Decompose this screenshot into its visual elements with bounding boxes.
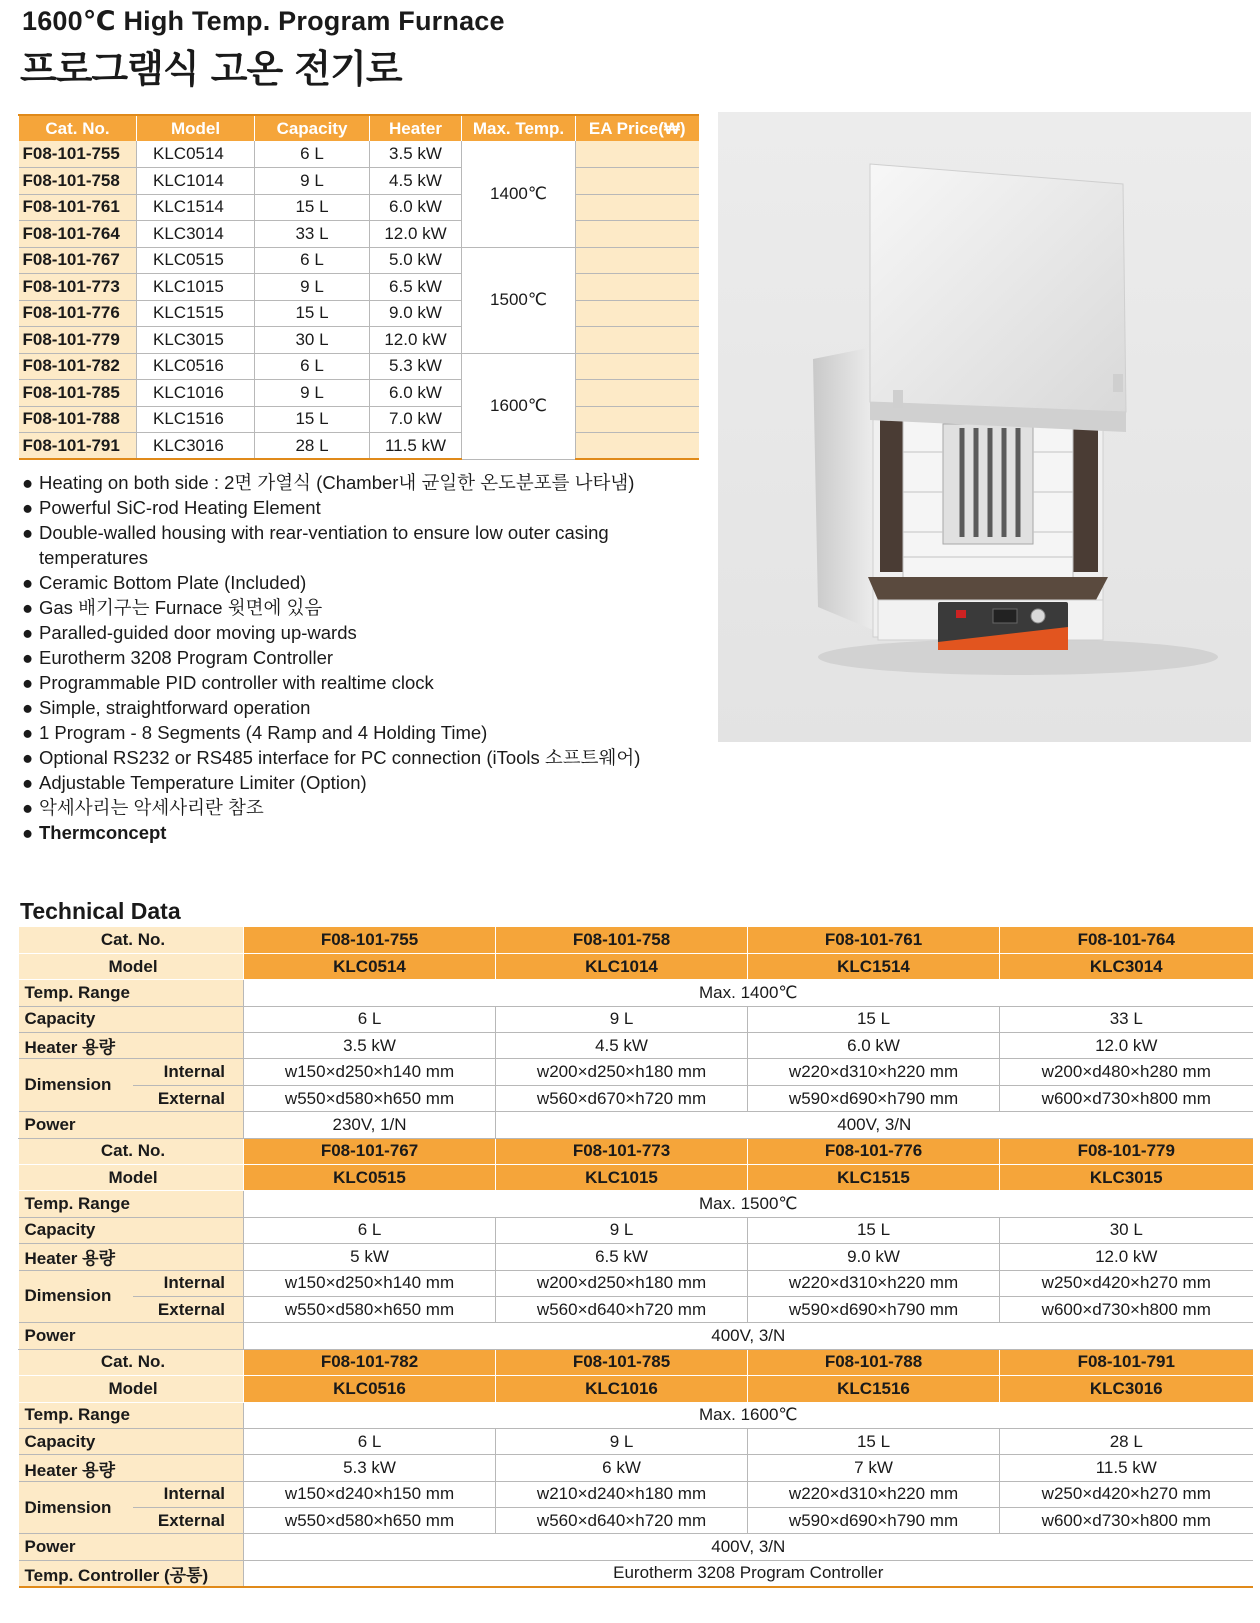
price-cell <box>576 194 699 221</box>
capacity-cell: 15 L <box>255 300 370 327</box>
power-cell: 400V, 3/N <box>496 1112 1253 1138</box>
model-cell: KLC3015 <box>137 327 255 354</box>
cat-no-cell: F08-101-761 <box>748 927 1000 953</box>
cat-no-cell: F08-101-764 <box>1000 927 1253 953</box>
furnace-image <box>718 112 1251 742</box>
internal-label: Internal <box>134 1481 244 1507</box>
capacity-cell: 6 L <box>244 1217 496 1243</box>
heater-cell: 6.5 kW <box>496 1244 748 1270</box>
cat-no-label: Cat. No. <box>19 927 244 953</box>
external-dim-cell: w590×d690×h790 mm <box>748 1296 1000 1322</box>
capacity-cell: 15 L <box>255 406 370 433</box>
cat-no-cell: F08-101-779 <box>1000 1138 1253 1164</box>
tech-external-row <box>19 1508 1253 1534</box>
cat-no-cell: F08-101-767 <box>19 247 137 274</box>
cat-no-cell: F08-101-782 <box>244 1349 496 1375</box>
heater-cell: 3.5 kW <box>370 141 462 168</box>
tech-internal-row <box>19 1270 1253 1296</box>
bullet-icon: ● <box>22 597 34 618</box>
model-cell: KLC3014 <box>137 221 255 248</box>
feature-text: Powerful SiC-rod Heating Element <box>39 497 321 518</box>
capacity-label: Capacity <box>19 1217 244 1243</box>
dimension-label: Dimension <box>19 1059 134 1112</box>
cat-no-cell: F08-101-785 <box>496 1349 748 1375</box>
feature-text: Adjustable Temperature Limiter (Option) <box>39 772 367 793</box>
bullet-icon: ● <box>22 747 34 768</box>
cat-no-cell: F08-101-776 <box>19 300 137 327</box>
price-cell <box>576 221 699 248</box>
bullet-icon: ● <box>22 622 34 643</box>
model-cell: KLC1516 <box>137 406 255 433</box>
model-cell: KLC0515 <box>244 1165 496 1191</box>
temp-range-label: Temp. Range <box>19 980 244 1006</box>
model-cell: KLC0516 <box>137 353 255 380</box>
model-label: Model <box>19 1376 244 1402</box>
price-row <box>19 406 699 433</box>
temp-range-label: Temp. Range <box>19 1402 244 1428</box>
feature-text: Double-walled housing with rear-ventiation to ensure low outer casing <box>39 522 609 543</box>
cat-no-cell: F08-101-779 <box>19 327 137 354</box>
feature-item <box>22 620 682 645</box>
price-cell <box>576 406 699 433</box>
heater-cell: 5 kW <box>244 1244 496 1270</box>
heater-cell: 4.5 kW <box>496 1033 748 1059</box>
heater-cell: 5.0 kW <box>370 247 462 274</box>
bullet-icon: ● <box>22 572 34 593</box>
tech-model-row <box>19 1376 1253 1402</box>
feature-text: Ceramic Bottom Plate (Included) <box>39 572 307 593</box>
tech-heater-row <box>19 1244 1253 1270</box>
cat-no-label: Cat. No. <box>19 1349 244 1375</box>
capacity-cell: 9 L <box>255 380 370 407</box>
capacity-cell: 6 L <box>255 247 370 274</box>
model-label: Model <box>19 1165 244 1191</box>
model-cell: KLC1514 <box>748 953 1000 979</box>
cat-no-cell: F08-101-773 <box>496 1138 748 1164</box>
external-label: External <box>134 1296 244 1322</box>
model-cell: KLC1514 <box>137 194 255 221</box>
heater-cell: 11.5 kW <box>1000 1455 1253 1481</box>
heater-cell: 6.0 kW <box>370 194 462 221</box>
tech-capacity-row <box>19 1428 1253 1454</box>
price-cell <box>576 380 699 407</box>
capacity-cell: 6 L <box>255 353 370 380</box>
max-temp-cell: 1600℃ <box>462 353 576 459</box>
cat-no-cell: F08-101-767 <box>244 1138 496 1164</box>
cat-no-cell: F08-101-791 <box>19 433 137 460</box>
tech-internal-row <box>19 1481 1253 1507</box>
price-row <box>19 168 699 195</box>
model-cell: KLC1515 <box>137 300 255 327</box>
price-row <box>19 327 699 354</box>
feature-item <box>22 770 682 795</box>
cat-no-cell: F08-101-785 <box>19 380 137 407</box>
external-dim-cell: w550×d580×h650 mm <box>244 1085 496 1111</box>
heater-cell: 4.5 kW <box>370 168 462 195</box>
heater-cell: 5.3 kW <box>244 1455 496 1481</box>
model-cell: KLC0515 <box>137 247 255 274</box>
col-header-heater: Heater <box>370 115 462 141</box>
internal-label: Internal <box>134 1270 244 1296</box>
model-label: Model <box>19 953 244 979</box>
heater-cell: 7.0 kW <box>370 406 462 433</box>
internal-dim-cell: w250×d420×h270 mm <box>1000 1270 1253 1296</box>
feature-text: Programmable PID controller with realtime clock <box>39 672 434 693</box>
tech-power-row <box>19 1323 1253 1349</box>
bullet-icon: ● <box>22 822 34 843</box>
price-row <box>19 194 699 221</box>
cat-no-cell: F08-101-773 <box>19 274 137 301</box>
external-dim-cell: w590×d690×h790 mm <box>748 1085 1000 1111</box>
heater-cell: 5.3 kW <box>370 353 462 380</box>
tech-capacity-row <box>19 1217 1253 1243</box>
model-cell: KLC0516 <box>244 1376 496 1402</box>
cat-no-cell: F08-101-755 <box>244 927 496 953</box>
external-dim-cell: w550×d580×h650 mm <box>244 1296 496 1322</box>
feature-text: temperatures <box>39 547 148 568</box>
capacity-cell: 15 L <box>255 194 370 221</box>
feature-text: Paralled-guided door moving up-wards <box>39 622 357 643</box>
feature-item <box>22 495 682 520</box>
feature-item <box>22 670 682 695</box>
price-row <box>19 380 699 407</box>
power-cell: 400V, 3/N <box>244 1323 1253 1349</box>
feature-item <box>22 695 682 720</box>
tech-internal-row <box>19 1059 1253 1085</box>
feature-item <box>22 720 682 745</box>
internal-dim-cell: w150×d250×h140 mm <box>244 1270 496 1296</box>
heater-label: Heater 용량 <box>19 1455 244 1481</box>
price-cell <box>576 141 699 168</box>
model-cell: KLC3014 <box>1000 953 1253 979</box>
tech-heater-row <box>19 1033 1253 1059</box>
bullet-icon: ● <box>22 647 34 668</box>
temp-range-cell: Max. 1600℃ <box>244 1402 1253 1428</box>
cat-no-cell: F08-101-788 <box>748 1349 1000 1375</box>
internal-dim-cell: w250×d420×h270 mm <box>1000 1481 1253 1507</box>
bullet-icon: ● <box>22 797 34 818</box>
heater-cell: 11.5 kW <box>370 433 462 460</box>
internal-dim-cell: w220×d310×h220 mm <box>748 1270 1000 1296</box>
bullet-icon: ● <box>22 672 34 693</box>
heater-cell: 7 kW <box>748 1455 1000 1481</box>
power-cell: 400V, 3/N <box>244 1534 1253 1560</box>
external-dim-cell: w560×d670×h720 mm <box>496 1085 748 1111</box>
model-cell: KLC0514 <box>244 953 496 979</box>
capacity-cell: 9 L <box>496 1006 748 1032</box>
tech-capacity-row <box>19 1006 1253 1032</box>
price-cell <box>576 168 699 195</box>
cat-no-cell: F08-101-761 <box>19 194 137 221</box>
heater-cell: 3.5 kW <box>244 1033 496 1059</box>
model-cell: KLC3016 <box>137 433 255 460</box>
feature-item <box>22 545 682 570</box>
power-cell: 230V, 1/N <box>244 1112 496 1138</box>
temp-range-cell: Max. 1400℃ <box>244 980 1253 1006</box>
capacity-label: Capacity <box>19 1006 244 1032</box>
capacity-cell: 9 L <box>255 274 370 301</box>
heater-cell: 6.5 kW <box>370 274 462 301</box>
cat-no-cell: F08-101-755 <box>19 141 137 168</box>
feature-item <box>22 795 682 820</box>
col-header-price: EA Price(₩) <box>576 115 699 141</box>
tech-temp-row <box>19 980 1253 1006</box>
heater-cell: 9.0 kW <box>370 300 462 327</box>
bullet-icon: ● <box>22 722 34 743</box>
cat-no-cell: F08-101-791 <box>1000 1349 1253 1375</box>
temp-range-label: Temp. Range <box>19 1191 244 1217</box>
tech-model-row <box>19 953 1253 979</box>
capacity-cell: 33 L <box>1000 1006 1253 1032</box>
internal-dim-cell: w150×d240×h150 mm <box>244 1481 496 1507</box>
capacity-cell: 6 L <box>255 141 370 168</box>
page-title: 1600℃ High Temp. Program Furnace <box>22 6 505 36</box>
price-cell <box>576 327 699 354</box>
external-label: External <box>134 1085 244 1111</box>
heater-cell: 6.0 kW <box>748 1033 1000 1059</box>
capacity-cell: 9 L <box>496 1217 748 1243</box>
internal-dim-cell: w220×d310×h220 mm <box>748 1059 1000 1085</box>
controller-label: Temp. Controller (공통) <box>19 1560 244 1587</box>
feature-text: Thermconcept <box>39 822 167 843</box>
feature-text: Heating on both side : 2면 가열식 (Chamber내 균일한 온도분포를 나타냄) <box>39 472 635 493</box>
tech-model-row <box>19 1165 1253 1191</box>
bullet-icon: ● <box>22 472 34 493</box>
feature-text: Optional RS232 or RS485 interface for PC connection (iTools 소프트웨어) <box>39 747 641 768</box>
internal-dim-cell: w200×d480×h280 mm <box>1000 1059 1253 1085</box>
heater-cell: 9.0 kW <box>748 1244 1000 1270</box>
price-cell <box>576 247 699 274</box>
capacity-cell: 9 L <box>255 168 370 195</box>
price-row <box>19 221 699 248</box>
tech-power-row <box>19 1534 1253 1560</box>
feature-text: 1 Program - 8 Segments (4 Ramp and 4 Holding Time) <box>39 722 488 743</box>
model-cell: KLC1016 <box>496 1376 748 1402</box>
capacity-label: Capacity <box>19 1428 244 1454</box>
feature-item <box>22 520 682 545</box>
internal-label: Internal <box>134 1059 244 1085</box>
model-cell: KLC1516 <box>748 1376 1000 1402</box>
price-row <box>19 247 699 274</box>
feature-item <box>22 645 682 670</box>
capacity-cell: 6 L <box>244 1006 496 1032</box>
external-dim-cell: w550×d580×h650 mm <box>244 1508 496 1534</box>
feature-item <box>22 745 682 770</box>
tech-temp-row <box>19 1402 1253 1428</box>
bullet-icon: ● <box>22 697 34 718</box>
price-row <box>19 353 699 380</box>
capacity-cell: 30 L <box>1000 1217 1253 1243</box>
internal-dim-cell: w150×d250×h140 mm <box>244 1059 496 1085</box>
price-table-header <box>19 115 699 141</box>
capacity-cell: 15 L <box>748 1006 1000 1032</box>
power-label: Power <box>19 1534 244 1560</box>
tech-controller-row <box>19 1560 1253 1587</box>
power-label: Power <box>19 1323 244 1349</box>
temp-range-cell: Max. 1500℃ <box>244 1191 1253 1217</box>
max-temp-cell: 1400℃ <box>462 141 576 247</box>
heater-cell: 12.0 kW <box>370 327 462 354</box>
model-cell: KLC3016 <box>1000 1376 1253 1402</box>
feature-item <box>22 570 682 595</box>
heater-cell: 12.0 kW <box>1000 1033 1253 1059</box>
feature-text: Gas 배기구는 Furnace 윗면에 있음 <box>39 597 323 618</box>
capacity-cell: 30 L <box>255 327 370 354</box>
capacity-cell: 28 L <box>1000 1428 1253 1454</box>
model-cell: KLC1014 <box>137 168 255 195</box>
external-dim-cell: w590×d690×h790 mm <box>748 1508 1000 1534</box>
bullet-icon: ● <box>22 497 34 518</box>
cat-no-cell: F08-101-758 <box>19 168 137 195</box>
cat-no-label: Cat. No. <box>19 1138 244 1164</box>
feature-item <box>22 470 682 495</box>
price-cell <box>576 300 699 327</box>
controller-cell: Eurotherm 3208 Program Controller <box>244 1560 1253 1587</box>
cat-no-cell: F08-101-776 <box>748 1138 1000 1164</box>
cat-no-cell: F08-101-758 <box>496 927 748 953</box>
dimension-label: Dimension <box>19 1270 134 1323</box>
external-dim-cell: w560×d640×h720 mm <box>496 1296 748 1322</box>
technical-data-title: Technical Data <box>20 898 181 924</box>
cat-no-cell: F08-101-764 <box>19 221 137 248</box>
bullet-icon: ● <box>22 772 34 793</box>
technical-data-table <box>18 927 1253 1588</box>
col-header-cat: Cat. No. <box>19 115 137 141</box>
external-dim-cell: w600×d730×h800 mm <box>1000 1085 1253 1111</box>
price-row <box>19 300 699 327</box>
cat-no-cell: F08-101-782 <box>19 353 137 380</box>
internal-dim-cell: w210×d240×h180 mm <box>496 1481 748 1507</box>
internal-dim-cell: w200×d250×h180 mm <box>496 1059 748 1085</box>
tech-external-row <box>19 1085 1253 1111</box>
tech-temp-row <box>19 1191 1253 1217</box>
model-cell: KLC1015 <box>496 1165 748 1191</box>
feature-text: Eurotherm 3208 Program Controller <box>39 647 334 668</box>
heater-label: Heater 용량 <box>19 1033 244 1059</box>
external-dim-cell: w600×d730×h800 mm <box>1000 1296 1253 1322</box>
heater-cell: 6.0 kW <box>370 380 462 407</box>
capacity-cell: 15 L <box>748 1428 1000 1454</box>
model-cell: KLC3015 <box>1000 1165 1253 1191</box>
price-cell <box>576 433 699 460</box>
tech-cat-row <box>19 1349 1253 1375</box>
price-table <box>18 114 699 460</box>
heater-cell: 12.0 kW <box>1000 1244 1253 1270</box>
power-label: Power <box>19 1112 244 1138</box>
price-row <box>19 433 699 460</box>
bullet-icon: ● <box>22 522 34 543</box>
capacity-cell: 15 L <box>748 1217 1000 1243</box>
cat-no-cell: F08-101-788 <box>19 406 137 433</box>
price-cell <box>576 274 699 301</box>
heater-cell: 6 kW <box>496 1455 748 1481</box>
feature-text: 악세사리는 악세사리란 참조 <box>39 797 264 818</box>
col-header-max-temp: Max. Temp. <box>462 115 576 141</box>
feature-text: Simple, straightforward operation <box>39 697 311 718</box>
internal-dim-cell: w220×d310×h220 mm <box>748 1481 1000 1507</box>
external-dim-cell: w560×d640×h720 mm <box>496 1508 748 1534</box>
heater-cell: 12.0 kW <box>370 221 462 248</box>
model-cell: KLC1015 <box>137 274 255 301</box>
capacity-cell: 33 L <box>255 221 370 248</box>
col-header-model: Model <box>137 115 255 141</box>
max-temp-cell: 1500℃ <box>462 247 576 353</box>
page-title-korean: 프로그램식 고온 전기로 <box>20 47 402 91</box>
tech-power-row <box>19 1112 1253 1138</box>
feature-item <box>22 595 682 620</box>
col-header-capacity: Capacity <box>255 115 370 141</box>
feature-list <box>22 470 682 845</box>
heater-label: Heater 용량 <box>19 1244 244 1270</box>
feature-item <box>22 820 682 845</box>
model-cell: KLC1515 <box>748 1165 1000 1191</box>
model-cell: KLC1014 <box>496 953 748 979</box>
external-dim-cell: w600×d730×h800 mm <box>1000 1508 1253 1534</box>
price-cell <box>576 353 699 380</box>
tech-cat-row <box>19 1138 1253 1164</box>
internal-dim-cell: w200×d250×h180 mm <box>496 1270 748 1296</box>
price-row <box>19 274 699 301</box>
product-photo <box>718 112 1251 742</box>
price-row <box>19 141 699 168</box>
model-cell: KLC0514 <box>137 141 255 168</box>
tech-heater-row <box>19 1455 1253 1481</box>
capacity-cell: 6 L <box>244 1428 496 1454</box>
external-label: External <box>134 1508 244 1534</box>
tech-cat-row <box>19 927 1253 953</box>
capacity-cell: 28 L <box>255 433 370 460</box>
model-cell: KLC1016 <box>137 380 255 407</box>
dimension-label: Dimension <box>19 1481 134 1534</box>
tech-external-row <box>19 1296 1253 1322</box>
capacity-cell: 9 L <box>496 1428 748 1454</box>
